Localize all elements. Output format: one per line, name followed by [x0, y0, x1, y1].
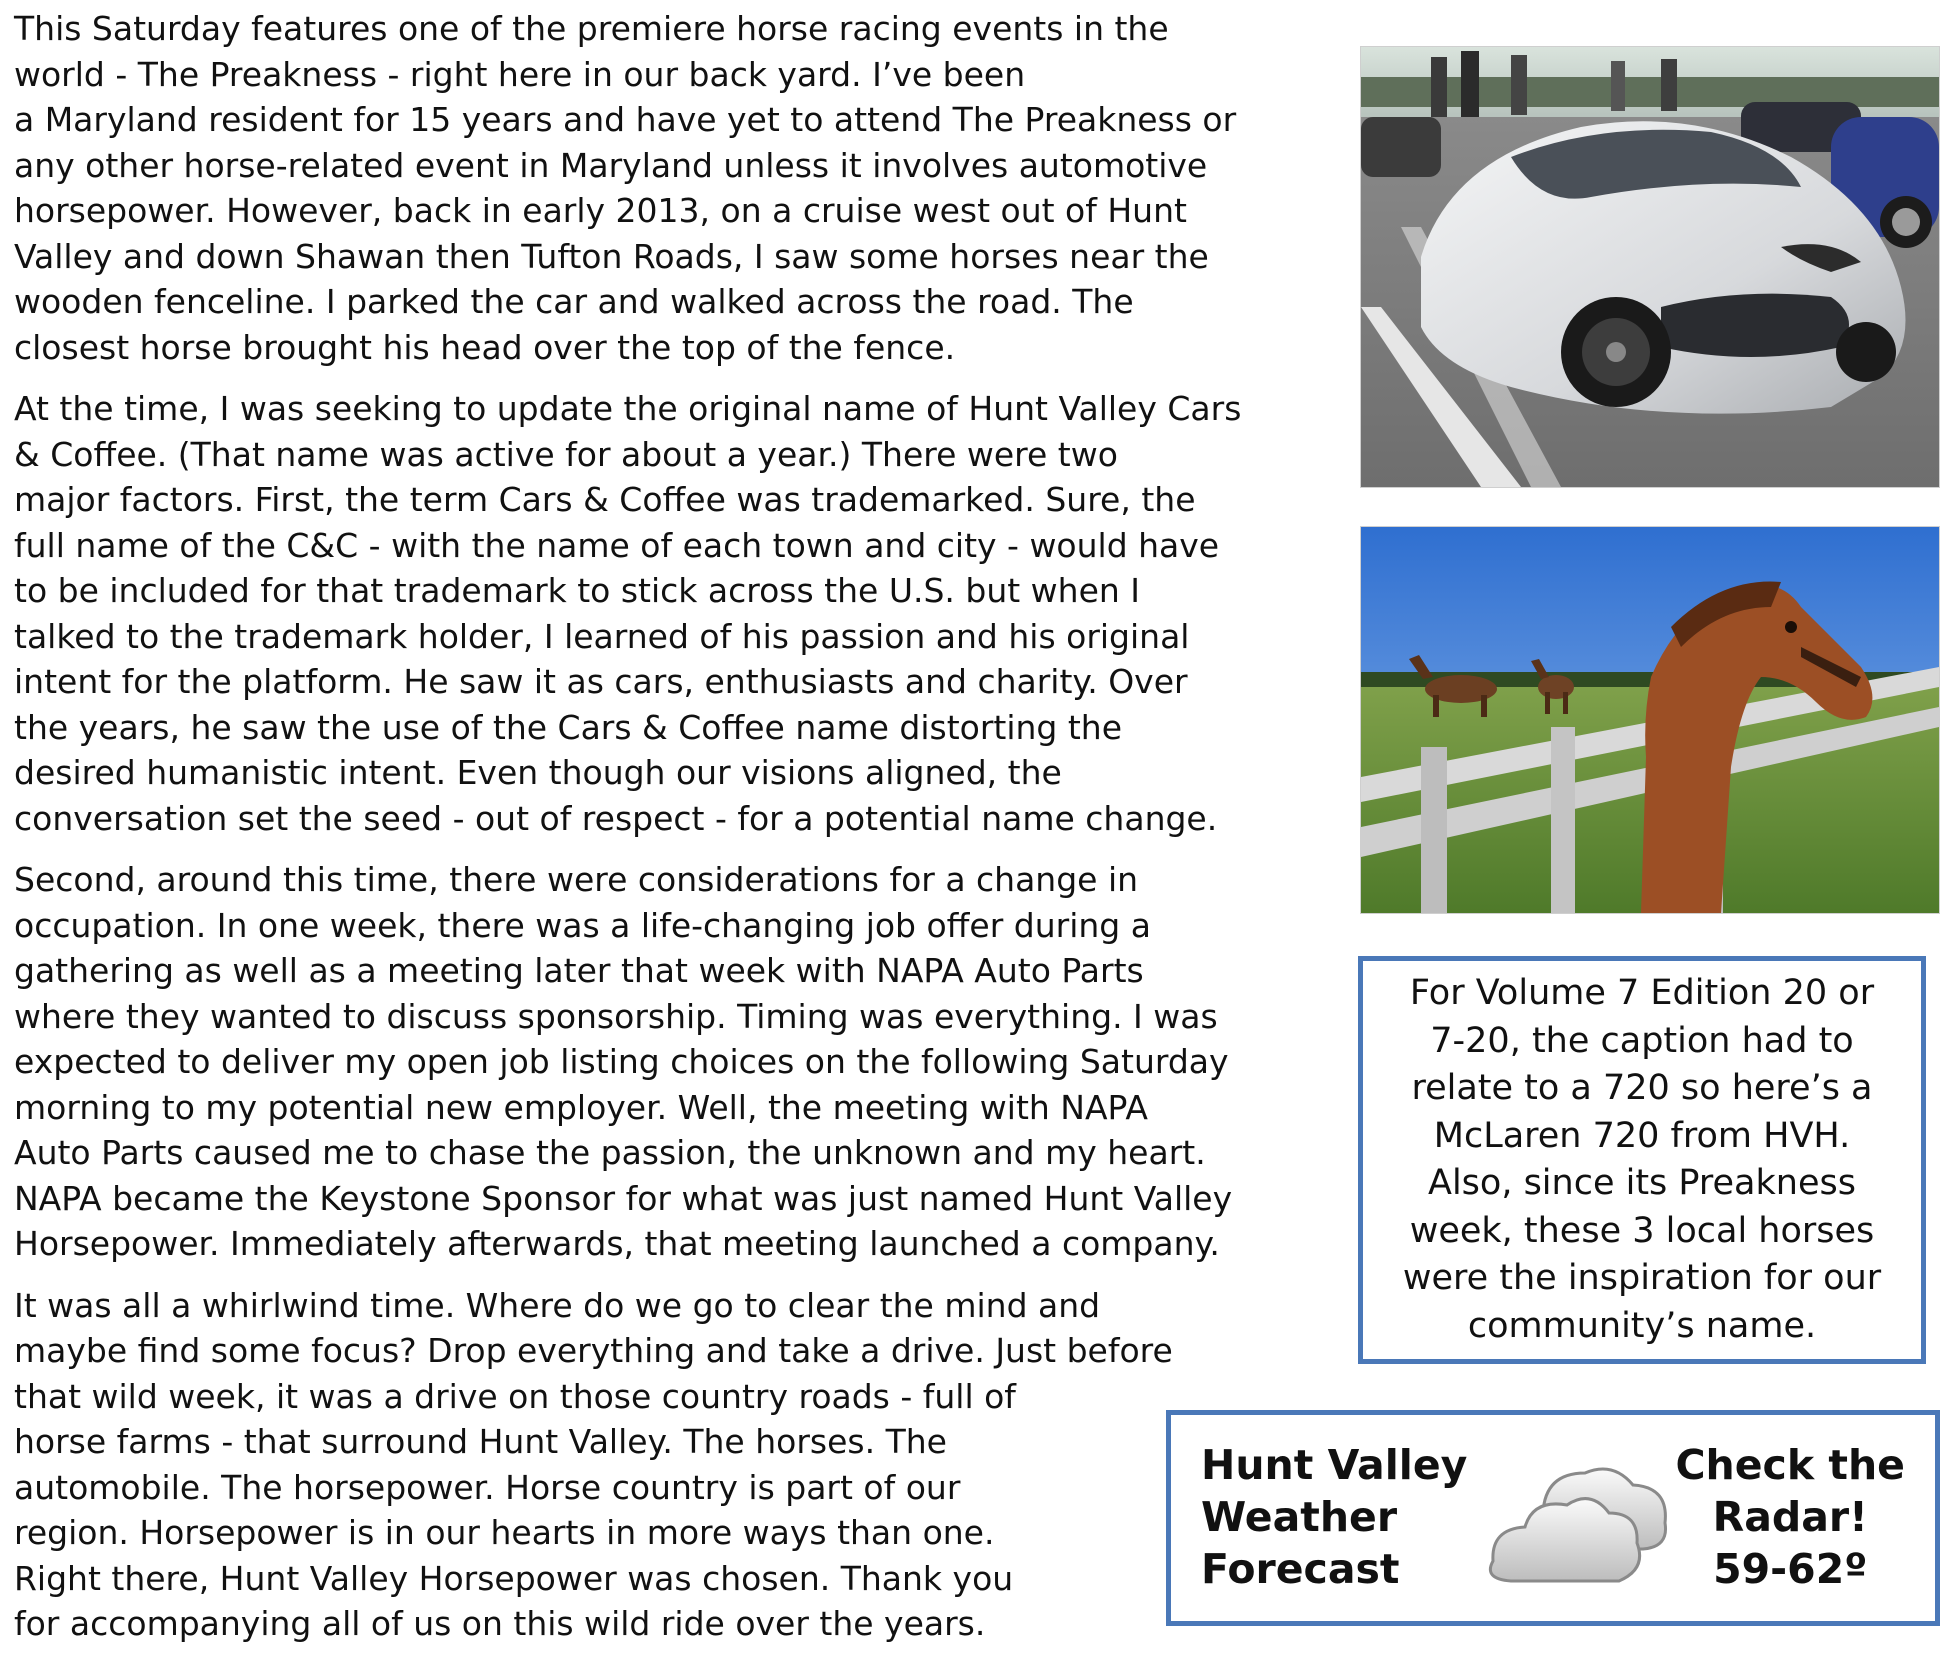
- text-line: Auto Parts caused me to chase the passion, the unknown and my heart.: [14, 1133, 1206, 1172]
- text-line: any other horse-related event in Maryland unless it involves automotive: [14, 145, 1208, 185]
- text-line: desired humanistic intent. Even though our visions aligned, the: [14, 753, 1062, 792]
- text-line: gathering as well as a meeting later that week with NAPA Auto Parts: [14, 951, 1144, 990]
- caption-line: For Volume 7 Edition 20 or: [1409, 973, 1875, 1013]
- text-line: for accompanying all of us on this wild ride over the years.: [14, 1604, 986, 1643]
- text-line: wooden fenceline. I parked the car and walked across the road. The: [14, 282, 1134, 321]
- article-body: [14, 6, 1340, 1656]
- horses-illustration: [1361, 527, 1939, 913]
- text-line: morning to my potential new employer. Well, the meeting with NAPA: [14, 1087, 1148, 1127]
- weather-right-line: Radar!: [1712, 1493, 1868, 1541]
- text-line: horsepower. However, back in early 2013, on a cruise west out of Hunt: [14, 191, 1187, 230]
- text-line: Right there, Hunt Valley Horsepower was chosen. Thank you: [14, 1558, 1014, 1598]
- text-line: intent for the platform. He saw it as cars, enthusiasts and charity. Over: [14, 662, 1188, 701]
- caption-line: Also, since its Preakness: [1428, 1163, 1856, 1203]
- text-line: talked to the trademark holder, I learned of his passion and his original: [14, 616, 1190, 656]
- text-line: major factors. First, the term Cars & Coffee was trademarked. Sure, the: [14, 480, 1196, 519]
- text-line: closest horse brought his head over the top of the fence.: [14, 327, 956, 367]
- weather-title: [1201, 1439, 1467, 1595]
- weather-radar-note: [1675, 1439, 1905, 1595]
- car-illustration: [1361, 47, 1939, 487]
- article-paragraph-2: [14, 386, 1340, 841]
- text-line: automobile. The horsepower. Horse country is part of our: [14, 1467, 961, 1507]
- caption-line: 7-20, the caption had to: [1430, 1020, 1854, 1061]
- text-line: maybe find some focus? Drop everything and take a drive. Just before: [14, 1331, 1173, 1370]
- text-line: It was all a whirlwind time. Where do we go to clear the mind and: [14, 1285, 1101, 1325]
- text-line: & Coffee. (That name was active for about a year.) There were two: [14, 434, 1118, 474]
- text-line: horse farms - that surround Hunt Valley. The horses. The: [14, 1422, 947, 1461]
- article-paragraph-4: [14, 1283, 1340, 1647]
- weather-forecast-box: [1166, 1410, 1940, 1626]
- text-line: conversation set the seed - out of respect - for a potential name change.: [14, 798, 1218, 838]
- caption-line: week, these 3 local horses: [1409, 1210, 1875, 1251]
- caption-text: [1385, 970, 1899, 1350]
- text-line: NAPA became the Keystone Sponsor for what was just named Hunt Valley: [14, 1178, 1233, 1218]
- weather-right-line: Check the: [1675, 1441, 1905, 1489]
- caption-line: relate to a 720 so here’s a: [1411, 1068, 1873, 1108]
- mclaren-720-photo: [1360, 46, 1940, 488]
- text-line: a Maryland resident for 15 years and have yet to attend The Preakness or: [14, 100, 1237, 139]
- text-line: This Saturday features one of the premiere horse racing events in the: [14, 9, 1169, 48]
- weather-title-line: Weather: [1201, 1493, 1398, 1541]
- caption-line: were the inspiration for our: [1402, 1258, 1882, 1298]
- text-line: expected to deliver my open job listing choices on the following Saturday: [14, 1042, 1229, 1081]
- weather-title-line: Hunt Valley: [1201, 1441, 1468, 1489]
- caption-line: community’s name.: [1467, 1305, 1817, 1346]
- temperature-range: 59-62º: [1713, 1545, 1868, 1593]
- text-line: Second, around this time, there were considerations for a change in: [14, 860, 1139, 899]
- horses-at-fence-photo: [1360, 526, 1940, 914]
- text-line: where they wanted to discuss sponsorship. Timing was everything. I was: [14, 996, 1218, 1036]
- text-line: occupation. In one week, there was a life-changing job offer during a: [14, 905, 1151, 945]
- text-line: Horsepower. Immediately afterwards, that meeting launched a company.: [14, 1224, 1220, 1263]
- article-paragraph-3: [14, 857, 1340, 1267]
- text-line: At the time, I was seeking to update the original name of Hunt Valley Cars: [14, 389, 1242, 428]
- text-line: world - The Preakness - right here in our back yard. I’ve been: [14, 54, 1026, 94]
- article-paragraph-1: [14, 6, 1340, 370]
- cloud-icon: [1473, 1443, 1673, 1603]
- text-line: that wild week, it was a drive on those country roads - full of: [14, 1376, 1016, 1416]
- text-line: region. Horsepower is in our hearts in more ways than one.: [14, 1513, 995, 1552]
- caption-line: McLaren 720 from HVH.: [1433, 1115, 1851, 1156]
- text-line: the years, he saw the use of the Cars & Coffee name distorting the: [14, 707, 1123, 747]
- photo-caption-box: [1358, 956, 1926, 1364]
- text-line: full name of the C&C - with the name of each town and city - would have: [14, 525, 1220, 565]
- text-line: Valley and down Shawan then Tufton Roads, I saw some horses near the: [14, 236, 1209, 276]
- text-line: to be included for that trademark to stick across the U.S. but when I: [14, 571, 1141, 610]
- weather-title-line: Forecast: [1201, 1545, 1400, 1593]
